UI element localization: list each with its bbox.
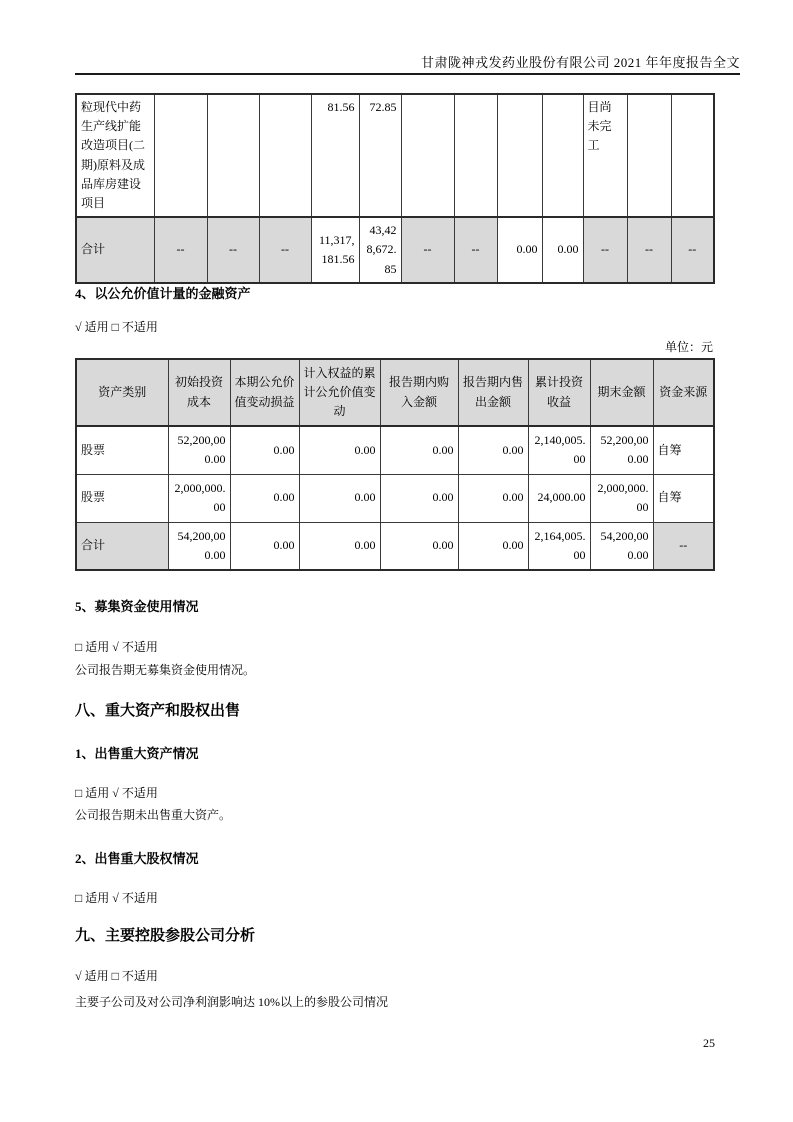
section8-sub2-applicable-line: □ 适用 √ 不适用: [75, 891, 158, 905]
section4-applicable-line: √ 适用 □ 不适用: [75, 320, 158, 334]
column-header: 资金来源: [653, 359, 714, 426]
table-cell: [671, 94, 714, 217]
total-row: [76, 522, 714, 570]
section5-applicable-line: □ 适用 √ 不适用: [75, 640, 158, 654]
table-cell: --: [401, 217, 454, 283]
unit-label: 单位：元: [664, 340, 713, 354]
table-cell: 0.00: [497, 217, 542, 283]
column-header: 本期公允价值变动损益: [230, 359, 299, 426]
column-header: 报告期内购入金额: [380, 359, 458, 426]
table-cell: 0.00: [458, 522, 528, 570]
funds-source-cell: 自筹: [653, 426, 714, 474]
table-cell: [259, 94, 311, 217]
table-cell: --: [207, 217, 259, 283]
page-header-title: 甘肃陇神戎发药业股份有限公司 2021 年年度报告全文: [420, 55, 740, 70]
table-cell: 0.00: [458, 474, 528, 522]
financial-assets-table: [75, 358, 715, 571]
asset-type-cell: 股票: [76, 474, 168, 522]
table-cell: --: [154, 217, 207, 283]
section5-note: 公司报告期无募集资金使用情况。: [75, 663, 256, 677]
table-cell: --: [627, 217, 671, 283]
total-label-cell: 合计: [76, 217, 154, 283]
table-cell: --: [259, 217, 311, 283]
table-cell: 43,428,672.85: [359, 217, 401, 283]
table-cell: --: [454, 217, 497, 283]
table-row: [76, 426, 714, 474]
table-cell: 0.00: [380, 426, 458, 474]
table-cell: [154, 94, 207, 217]
column-header: 资产类别: [76, 359, 168, 426]
table-cell: 0.00: [380, 522, 458, 570]
table-cell: 0.00: [380, 474, 458, 522]
section8-title: 八、重大资产和股权出售: [75, 703, 241, 719]
column-header: 计入权益的累计公允价值变动: [299, 359, 380, 426]
table-header-row: [76, 359, 714, 426]
total-label-cell: 合计: [76, 522, 168, 570]
table-cell: --: [653, 522, 714, 570]
table-cell: 54,200,000.00: [590, 522, 653, 570]
section8-sub1-note: 公司报告期未出售重大资产。: [75, 808, 232, 822]
section8-sub2-title: 2、出售重大股权情况: [75, 851, 199, 866]
table-cell: 2,000,000.00: [168, 474, 230, 522]
table-cell: 0.00: [458, 426, 528, 474]
table-cell: 54,200,000.00: [168, 522, 230, 570]
total-row: [76, 217, 714, 283]
table-cell: [542, 94, 583, 217]
table-cell: [401, 94, 454, 217]
table-cell: 0.00: [542, 217, 583, 283]
table-row: [76, 474, 714, 522]
table-cell: 2,000,000.00: [590, 474, 653, 522]
table-cell: [454, 94, 497, 217]
table-cell: 0.00: [299, 474, 380, 522]
section9-title: 九、主要控股参股公司分析: [75, 928, 256, 944]
table-cell: [627, 94, 671, 217]
table-cell: 24,000.00: [528, 474, 590, 522]
header-divider: [75, 73, 740, 75]
table-cell: 0.00: [230, 426, 299, 474]
funds-source-cell: 自筹: [653, 474, 714, 522]
table-cell: [207, 94, 259, 217]
section9-applicable-line: √ 适用 □ 不适用: [75, 969, 158, 983]
table-cell: 0.00: [299, 426, 380, 474]
section8-sub1-title: 1、出售重大资产情况: [75, 746, 199, 761]
table-cell: 81.56: [311, 94, 359, 217]
table-cell: 52,200,000.00: [590, 426, 653, 474]
table-row: [76, 94, 714, 217]
column-header: 期末金额: [590, 359, 653, 426]
table-cell: 52,200,000.00: [168, 426, 230, 474]
table-cell: 2,140,005.00: [528, 426, 590, 474]
table-cell: 0.00: [230, 474, 299, 522]
table-cell: 2,164,005.00: [528, 522, 590, 570]
table-cell: --: [583, 217, 627, 283]
table-cell: 11,317,181.56: [311, 217, 359, 283]
column-header: 累计投资收益: [528, 359, 590, 426]
table-cell: [497, 94, 542, 217]
table-cell: 0.00: [299, 522, 380, 570]
table-cell: 0.00: [230, 522, 299, 570]
table-cell: 72.85: [359, 94, 401, 217]
project-name-cell: 粒现代中药生产线扩能改造项目(二期)原料及成品库房建设项目: [76, 94, 154, 217]
section4-title: 4、以公允价值计量的金融资产: [75, 286, 251, 301]
asset-type-cell: 股票: [76, 426, 168, 474]
column-header: 初始投资成本: [168, 359, 230, 426]
section9-note: 主要子公司及对公司净利润影响达 10%以上的参股公司情况: [75, 995, 388, 1009]
status-cell: 目尚未完工: [583, 94, 627, 217]
table-cell: --: [671, 217, 714, 283]
section8-sub1-applicable-line: □ 适用 √ 不适用: [75, 786, 158, 800]
section5-title: 5、募集资金使用情况: [75, 599, 199, 614]
column-header: 报告期内售出金额: [458, 359, 528, 426]
page-number: 25: [703, 1036, 715, 1050]
fundraising-projects-table: [75, 93, 715, 284]
